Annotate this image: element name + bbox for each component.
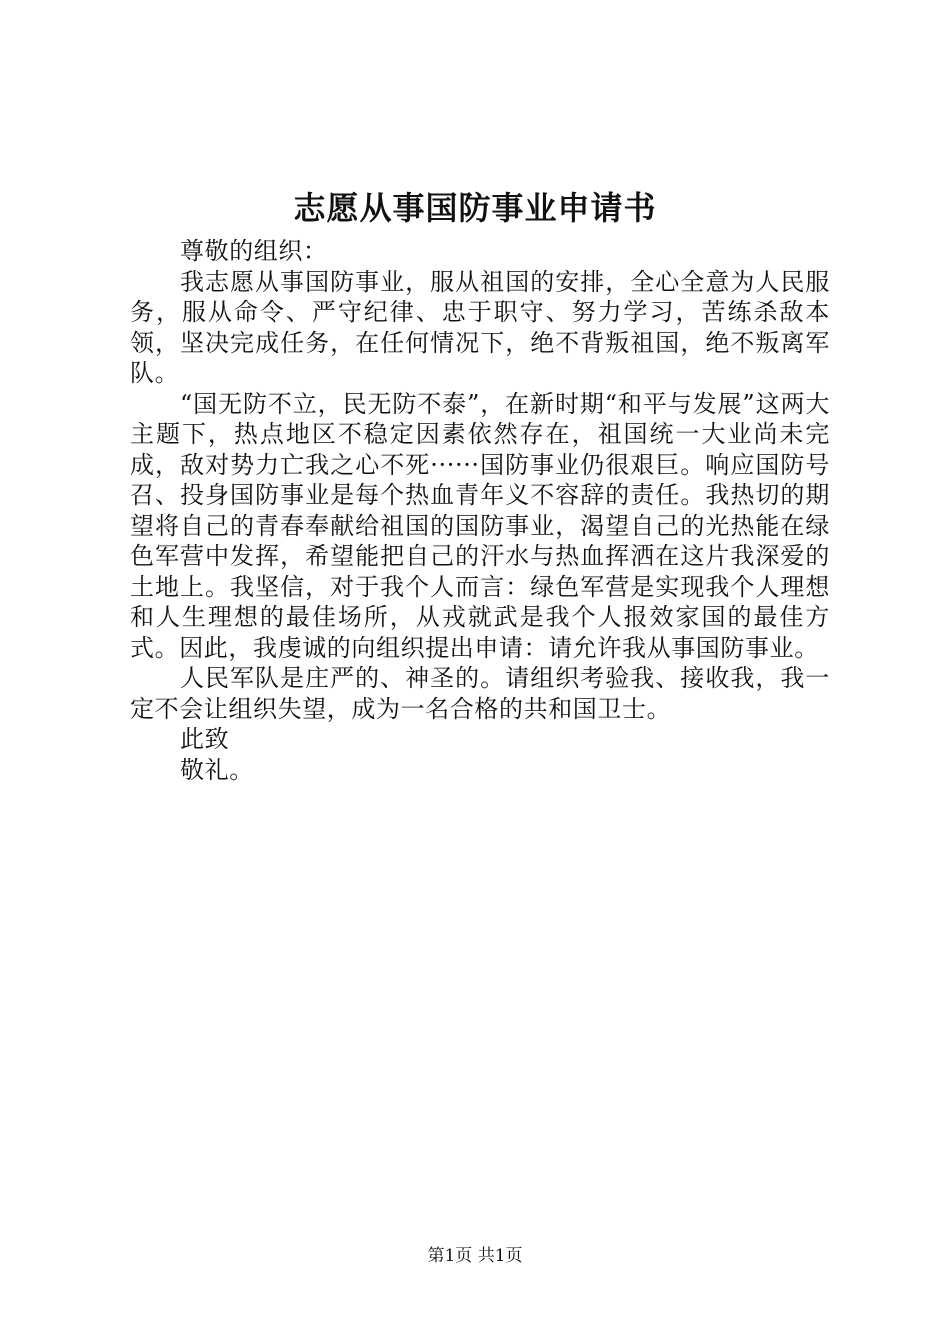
page-footer: 第1页 共1页	[427, 1246, 523, 1266]
paragraph-3: 人民军队是庄严的、神圣的。请组织考验我、接收我，我一定不会让组织失望，成为一名合格的共和国卫士。	[130, 664, 830, 723]
document-body	[130, 236, 830, 785]
closing-line-2: 敬礼。	[180, 755, 254, 784]
paragraph-1: 我志愿从事国防事业，服从祖国的安排，全心全意为人民服务，服从命令、严守纪律、忠于职守、努力学习，苦练杀敌本领，坚决完成任务，在任何情况下，绝不背叛祖国，绝不叛离军队。	[130, 267, 830, 387]
document-title: 志愿从事国防事业申请书	[293, 189, 657, 227]
salutation: 尊敬的组织：	[180, 237, 328, 265]
paragraph-2: “国无防不立，民无防不泰”，在新时期“和平与发展”这两大主题下，热点地区不稳定因素依然存在，祖国统一大业尚未完成，敌对势力亡我之心不死······国防事业仍很艰巨。响应国防号召、投身国防事业是每个热血青年义不容辞的责任。我热切的期望将自己的青春奉献给祖国的国防事业，渴望自己的光热能在绿色军营中发挥，希望能把自己的汗水与热血挥洒在这片我深爱的土地上。我坚信，对于我个人而言：绿色军营是实现我个人理想和人生理想的最佳场所，从戎就武是我个人报效家国的最佳方式。因此，我虔诚的向组织提出申请：请允许我从事国防事业。	[130, 389, 830, 662]
closing-line-1: 此致	[180, 725, 230, 753]
